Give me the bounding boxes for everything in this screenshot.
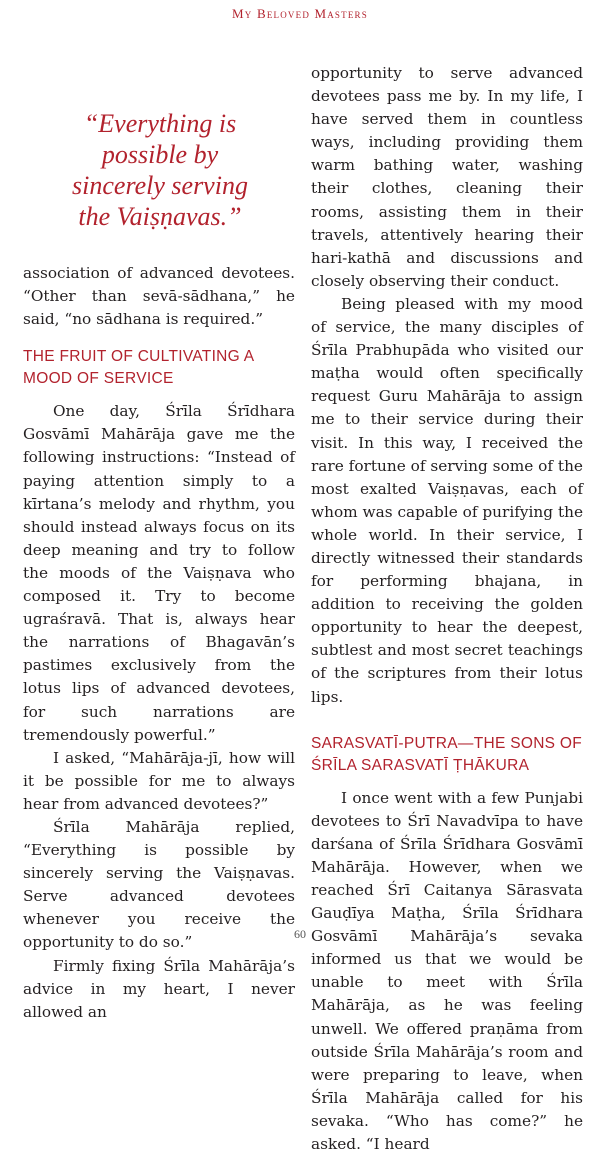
left-column bbox=[23, 262, 295, 1024]
section-heading: SARASVATĪ-PUTRA—THE SONS OF ŚRĪLA SARASVATĪ ṬHĀKURA bbox=[311, 734, 583, 774]
paragraph: Śrīla Mahārāja replied, “Everything is possible by sincerely serving the Vaiṣṇavas. Serve advanced devotees whenever you receive the opportunity to do so.” bbox=[23, 817, 295, 952]
paragraph: association of advanced devotees. “Other than sevā-sādhana,” he said, “no sādhana is required.” bbox=[23, 264, 295, 329]
paragraph: Being pleased with my mood of service, the many disciples of Śrīla Prabhupāda who visited our maṭha would often specifically request Guru Mahārāja to assign me to their service during their visit. In this way, I received the rare fortune of serving some of the most exalted Vaiṣṇavas, each of whom was capable of purifying the whole world. In their service, I directly witnessed their standards for performing bhajana, in addition to receiving the golden opportunity to hear the deepest, subtlest and most secret teachings of the scriptures from their lotus lips. bbox=[311, 294, 583, 706]
paragraph: I asked, “Mahārāja-jī, how will it be possible for me to always hear from advanced devotees?” bbox=[23, 748, 295, 813]
pull-quote: “Everything is possible by sincerely serving the Vaiṣṇavas.” bbox=[72, 109, 248, 231]
paragraph: opportunity to serve advanced devotees pass me by. In my life, I have served them in countless ways, including providing them warm bathing water, washing their clothes, cleaning their rooms, assisting them in their travels, attentively hearing their hari-kathā and discussions and closely observing their conduct. bbox=[311, 64, 583, 290]
page-number: 60 bbox=[294, 927, 306, 941]
running-head: My Beloved Masters bbox=[232, 6, 368, 21]
paragraph: I once went with a few Punjabi devotees to Śrī Navadvīpa to have darśana of Śrīla Śrīdhara Gosvāmī Mahārāja. However, when we reached Śrī Caitanya Sārasvata Gauḍīya Maṭha, Śrīla Śrīdhara Gosvāmī Mahārāja’s sevaka informed us that we would be unable to meet with Śrīla Mahārāja, as he was feeling unwell. We offered praṇāma from outside Śrīla Mahārāja’s room and were preparing to leave, when Śrīla Mahārāja called for his sevaka. “Who has come?” he asked. “I heard bbox=[311, 788, 583, 1154]
section-heading: THE FRUIT OF CULTIVATING A MOOD OF SERVICE bbox=[23, 348, 254, 388]
right-column bbox=[311, 62, 583, 1156]
paragraph: One day, Śrīla Śrīdhara Gosvāmī Mahārāja gave me the following instructions: “Instead of paying attention simply to a kīrtana’s melody and rhythm, you should instead always focus on its deep meaning and try to follow the moods of the Vaiṣṇava who composed it. Try to become ugraśravā. That is, always hear the narrations of Bhagavān’s pastimes exclusively from the lotus lips of advanced devotees, for such narrations are tremendously powerful.” bbox=[23, 402, 295, 744]
paragraph: Firmly fixing Śrīla Mahārāja’s advice in my heart, I never allowed an bbox=[23, 956, 295, 1021]
